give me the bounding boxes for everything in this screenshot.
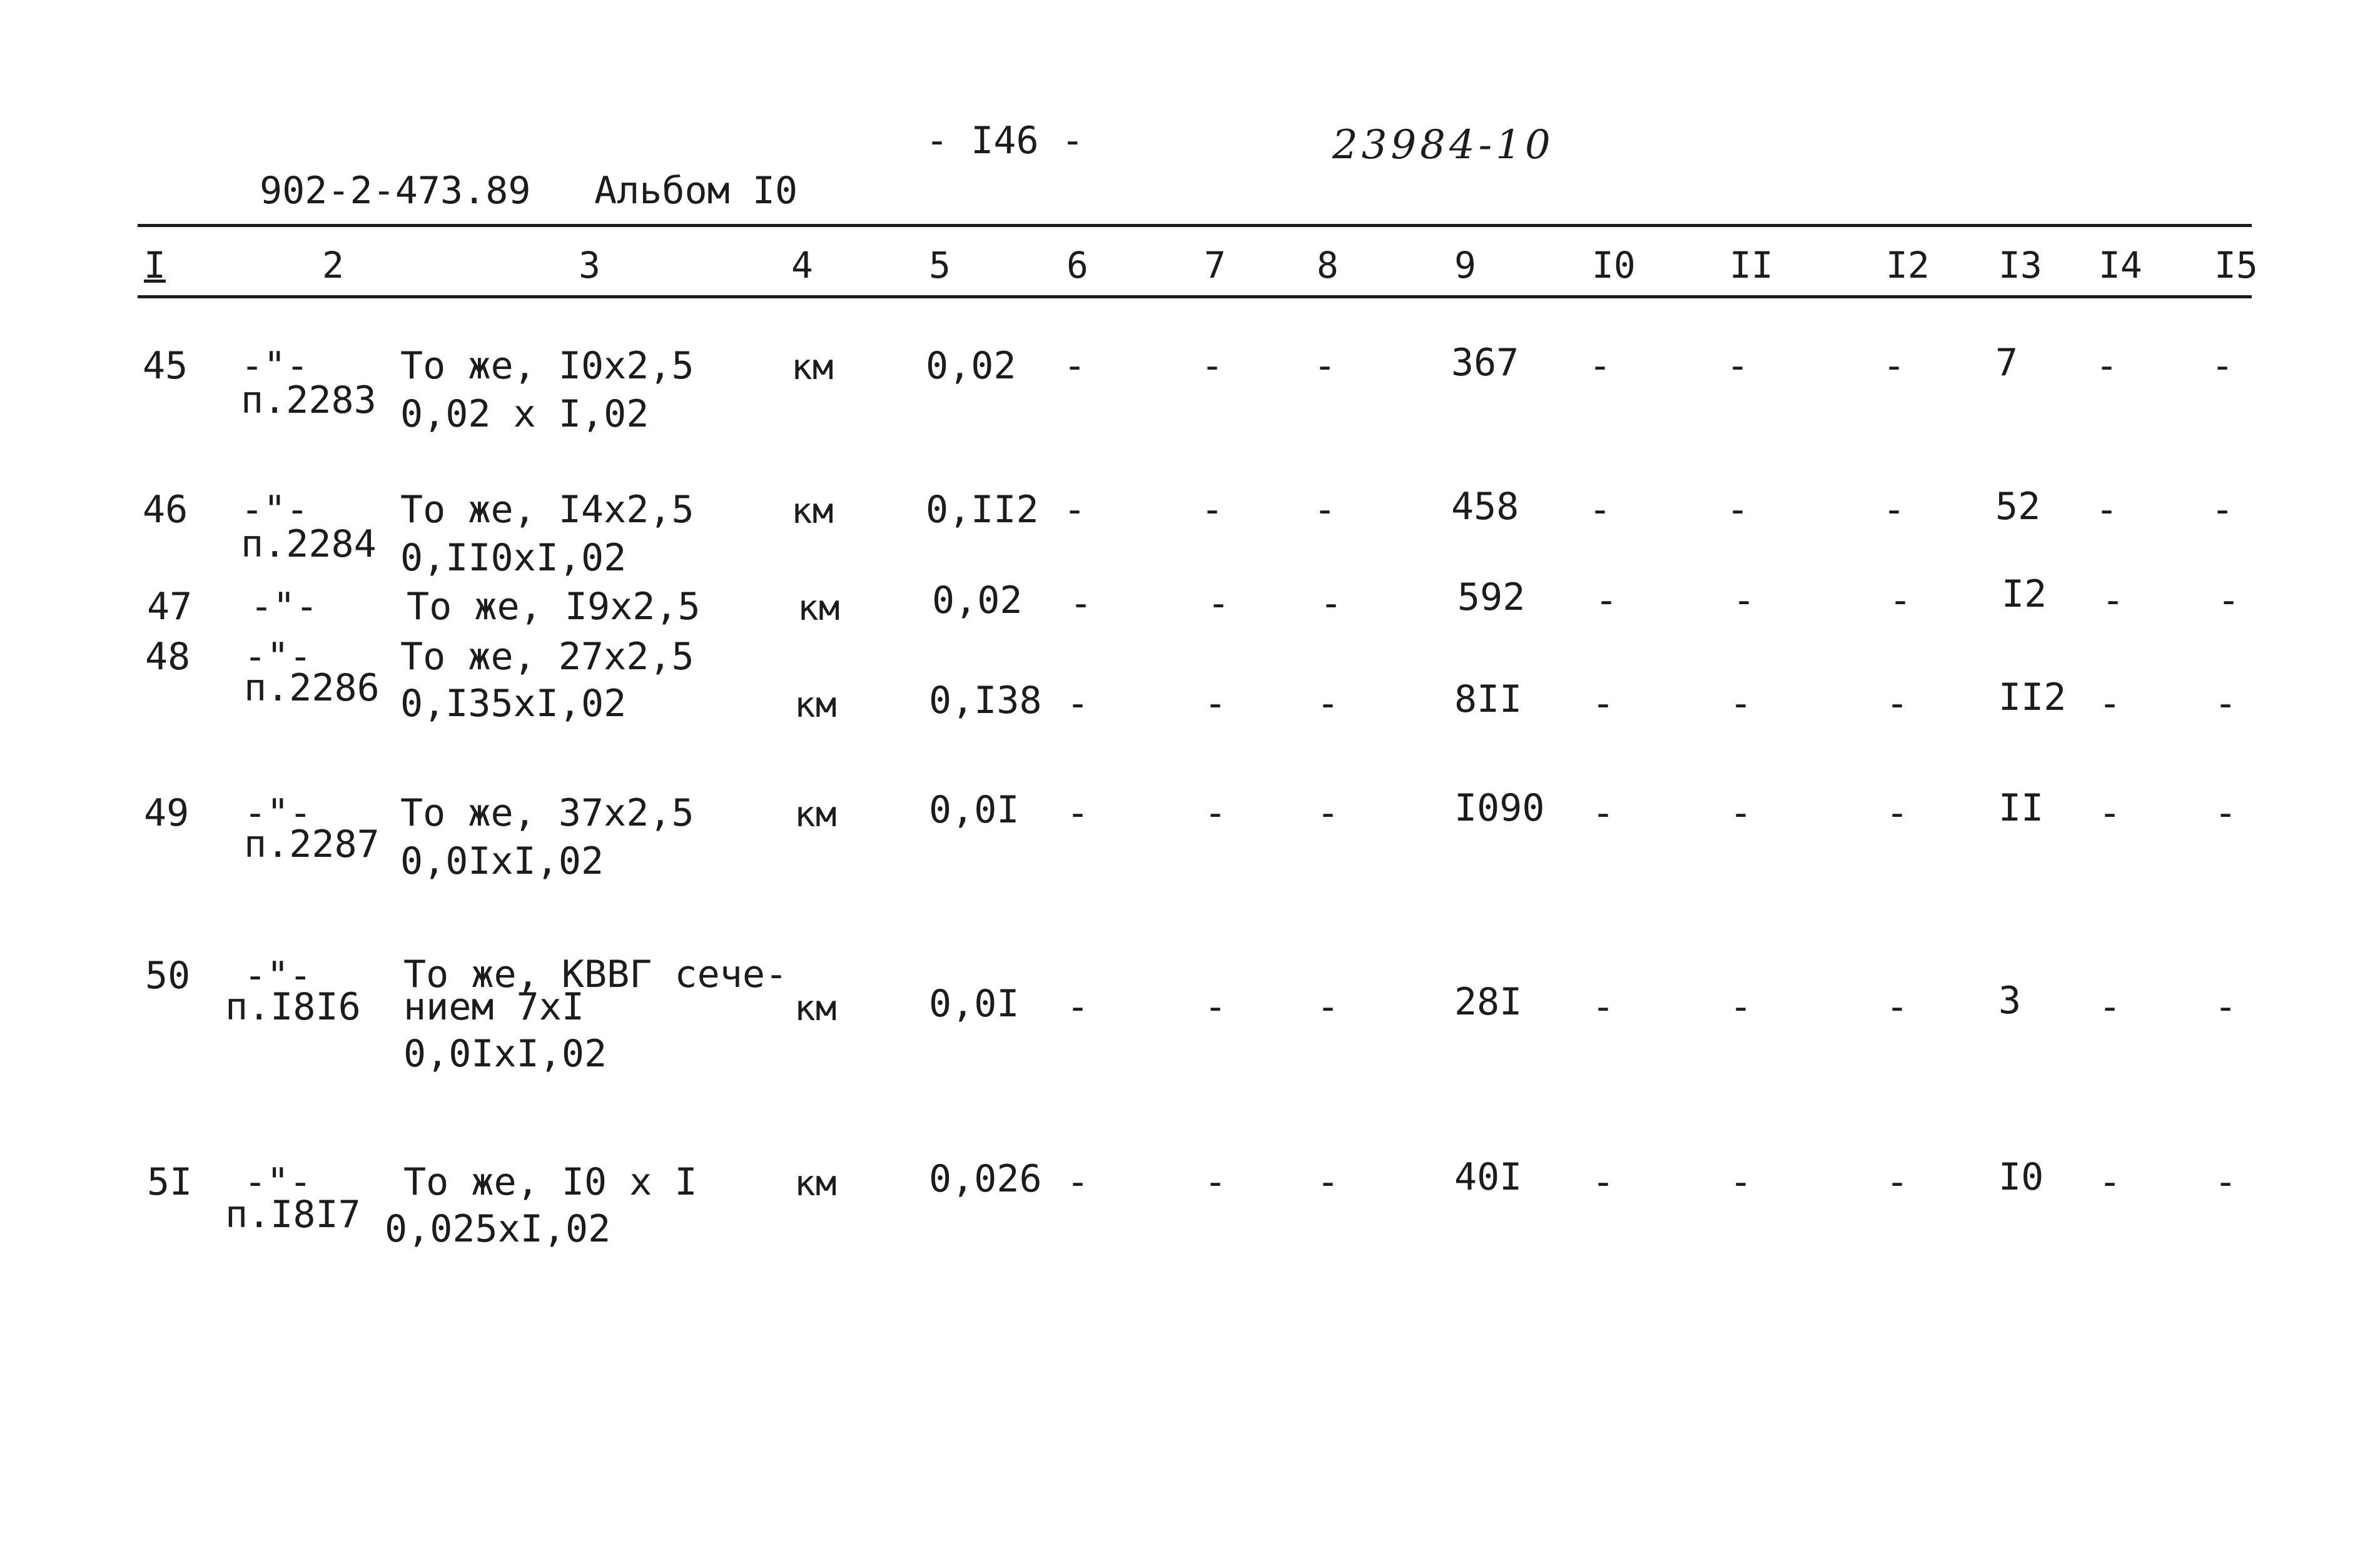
row-col-6: - (1063, 488, 1086, 532)
row-unit: км (794, 988, 837, 1029)
row-col-15: - (2214, 985, 2237, 1029)
row-number: 46 (143, 488, 188, 532)
row-col-13: 52 (1995, 485, 2041, 529)
row-col-9: 458 (1451, 485, 1519, 529)
column-header-2: 2 (322, 244, 344, 286)
row-description-line: То же, I0 х I (403, 1160, 697, 1204)
row-number: 47 (147, 585, 193, 629)
row-col-15: - (2211, 488, 2234, 532)
row-description-line: 0,I35хI,02 (400, 682, 627, 726)
row-col-10: - (1589, 344, 1612, 388)
row-number: 49 (144, 791, 190, 835)
row-unit: км (794, 685, 837, 726)
row-col-5: 0,I38 (929, 679, 1042, 722)
row-col-9: 592 (1457, 575, 1526, 619)
row-ref-ditto: -"- (244, 1160, 312, 1204)
row-col-5: 0,II2 (926, 488, 1039, 532)
column-header-3: 3 (579, 244, 600, 286)
row-col-5: 0,0I (929, 788, 1020, 832)
row-col-8: - (1314, 488, 1337, 532)
row-col-14: - (2099, 682, 2122, 726)
column-header-14: I4 (2099, 244, 2142, 286)
column-header-15: I5 (2214, 244, 2258, 286)
row-number: 5I (147, 1160, 193, 1204)
row-col-8: - (1317, 1160, 1340, 1204)
row-ref-ditto: -"- (241, 488, 309, 532)
row-description-line: 0,025хI,02 (385, 1207, 611, 1251)
row-ref-clause: п.2283 (241, 378, 377, 422)
column-header-7: 7 (1204, 244, 1226, 286)
row-col-13: 7 (1995, 341, 2018, 385)
row-col-14: - (2099, 985, 2122, 1029)
row-col-8: - (1317, 985, 1340, 1029)
row-col-14: - (2099, 1160, 2122, 1204)
row-col-8: - (1317, 682, 1340, 726)
column-header-6: 6 (1066, 244, 1088, 286)
row-col-5: 0,026 (929, 1157, 1042, 1201)
column-header-11: II (1729, 244, 1773, 286)
row-col-13: II (1998, 786, 2044, 830)
row-col-14: - (2102, 579, 2125, 622)
row-col-7: - (1204, 1160, 1227, 1204)
column-header-12: I2 (1886, 244, 1930, 286)
row-col-15: - (2214, 682, 2237, 726)
row-col-7: - (1207, 582, 1230, 625)
row-col-5: 0,02 (926, 344, 1016, 388)
row-col-10: - (1592, 682, 1615, 726)
row-description-line: То же, I9х2,5 (407, 585, 701, 629)
row-col-8: - (1320, 582, 1343, 625)
row-col-12: - (1886, 682, 1909, 726)
row-col-7: - (1204, 682, 1227, 726)
column-header-8: 8 (1317, 244, 1339, 286)
row-col-8: - (1317, 791, 1340, 835)
row-col-9: 28I (1454, 980, 1522, 1024)
row-col-11: - (1726, 488, 1750, 532)
row-description-line: То же, КВВГ сече- (403, 953, 788, 996)
row-col-6: - (1066, 1160, 1090, 1204)
row-col-13: II2 (1998, 675, 2067, 719)
row-col-12: - (1889, 579, 1912, 622)
row-ref-ditto: -"- (244, 791, 312, 835)
row-description-line: 0,0IхI,02 (403, 1032, 607, 1076)
column-header-4: 4 (791, 244, 813, 286)
column-header-9: 9 (1454, 244, 1476, 286)
header-top-rule (138, 224, 2252, 227)
row-unit: км (791, 347, 834, 388)
row-description-line: 0,02 х I,02 (400, 392, 649, 436)
row-col-11: - (1726, 344, 1750, 388)
row-col-11: - (1733, 579, 1756, 622)
row-description-line: То же, I0х2,5 (400, 344, 694, 388)
row-description-line: 0,0IхI,02 (400, 839, 604, 883)
row-col-13: I0 (1998, 1155, 2044, 1199)
handwritten-document-id: 23984-10 (1332, 122, 1554, 168)
row-col-9: 367 (1451, 341, 1519, 385)
row-col-6: - (1066, 985, 1090, 1029)
row-col-13: I2 (2002, 572, 2047, 616)
album-label: Альбом I0 (594, 169, 798, 213)
row-col-10: - (1589, 488, 1612, 532)
document-code: 902-2-473.89 (260, 169, 531, 213)
row-col-6: - (1066, 682, 1090, 726)
row-col-14: - (2095, 344, 2119, 388)
row-col-12: - (1883, 344, 1906, 388)
row-ref-ditto: -"- (244, 954, 312, 998)
row-description-line: нием 7хI (403, 985, 584, 1029)
row-col-6: - (1066, 791, 1090, 835)
column-header-13: I3 (1998, 244, 2042, 286)
row-col-14: - (2099, 791, 2122, 835)
row-ref-clause: п.2284 (241, 522, 377, 566)
row-col-15: - (2211, 344, 2234, 388)
row-col-5: 0,0I (929, 982, 1020, 1026)
row-col-12: - (1883, 488, 1906, 532)
row-col-15: - (2214, 1160, 2237, 1204)
row-col-7: - (1201, 344, 1224, 388)
row-col-11: - (1729, 1160, 1753, 1204)
row-ref-ditto: -"- (241, 344, 309, 388)
column-header-10: I0 (1592, 244, 1636, 286)
row-col-6: - (1070, 582, 1093, 625)
row-col-9: 40I (1454, 1155, 1522, 1199)
row-col-7: - (1204, 791, 1227, 835)
header-bottom-rule (138, 295, 2252, 298)
row-ref-clause: п.2287 (244, 822, 380, 866)
row-col-11: - (1729, 682, 1753, 726)
row-number: 48 (145, 635, 191, 679)
row-ref-clause: п.I8I6 (225, 985, 361, 1029)
row-number: 50 (145, 954, 191, 998)
row-col-12: - (1886, 791, 1909, 835)
row-number: 45 (143, 344, 188, 388)
row-col-8: - (1314, 344, 1337, 388)
row-ref-clause: п.2286 (244, 666, 380, 710)
column-header-5: 5 (929, 244, 951, 286)
row-col-10: - (1595, 579, 1618, 622)
row-col-14: - (2095, 488, 2119, 532)
row-description-line: То же, I4х2,5 (400, 488, 694, 532)
row-col-13: 3 (1998, 979, 2022, 1023)
row-col-9: 8II (1454, 677, 1522, 721)
row-unit: км (791, 491, 834, 532)
row-col-10: - (1592, 791, 1615, 835)
row-col-11: - (1729, 791, 1753, 835)
column-header-1: I (144, 244, 166, 286)
row-col-11: - (1729, 985, 1753, 1029)
row-col-7: - (1201, 488, 1224, 532)
row-col-12: - (1886, 1160, 1909, 1204)
row-col-7: - (1204, 985, 1227, 1029)
row-col-6: - (1063, 344, 1086, 388)
row-col-9: I090 (1454, 786, 1545, 830)
row-ref-ditto: -"- (250, 585, 318, 629)
row-description-line: 0,II0хI,02 (400, 536, 627, 580)
row-col-15: - (2214, 791, 2237, 835)
row-unit: км (794, 1163, 837, 1204)
row-ref-clause: п.I8I7 (225, 1193, 361, 1237)
row-col-12: - (1886, 985, 1909, 1029)
row-col-15: - (2217, 579, 2241, 622)
page-number: - I46 - (926, 119, 1084, 163)
row-unit: км (794, 794, 837, 835)
row-col-10: - (1592, 1160, 1615, 1204)
row-description-line: То же, 27х2,5 (400, 635, 694, 679)
row-col-5: 0,02 (932, 579, 1023, 622)
row-unit: км (798, 588, 840, 629)
row-description-line: То же, 37х2,5 (400, 791, 694, 835)
row-ref-ditto: -"- (244, 635, 312, 679)
row-col-10: - (1592, 985, 1615, 1029)
